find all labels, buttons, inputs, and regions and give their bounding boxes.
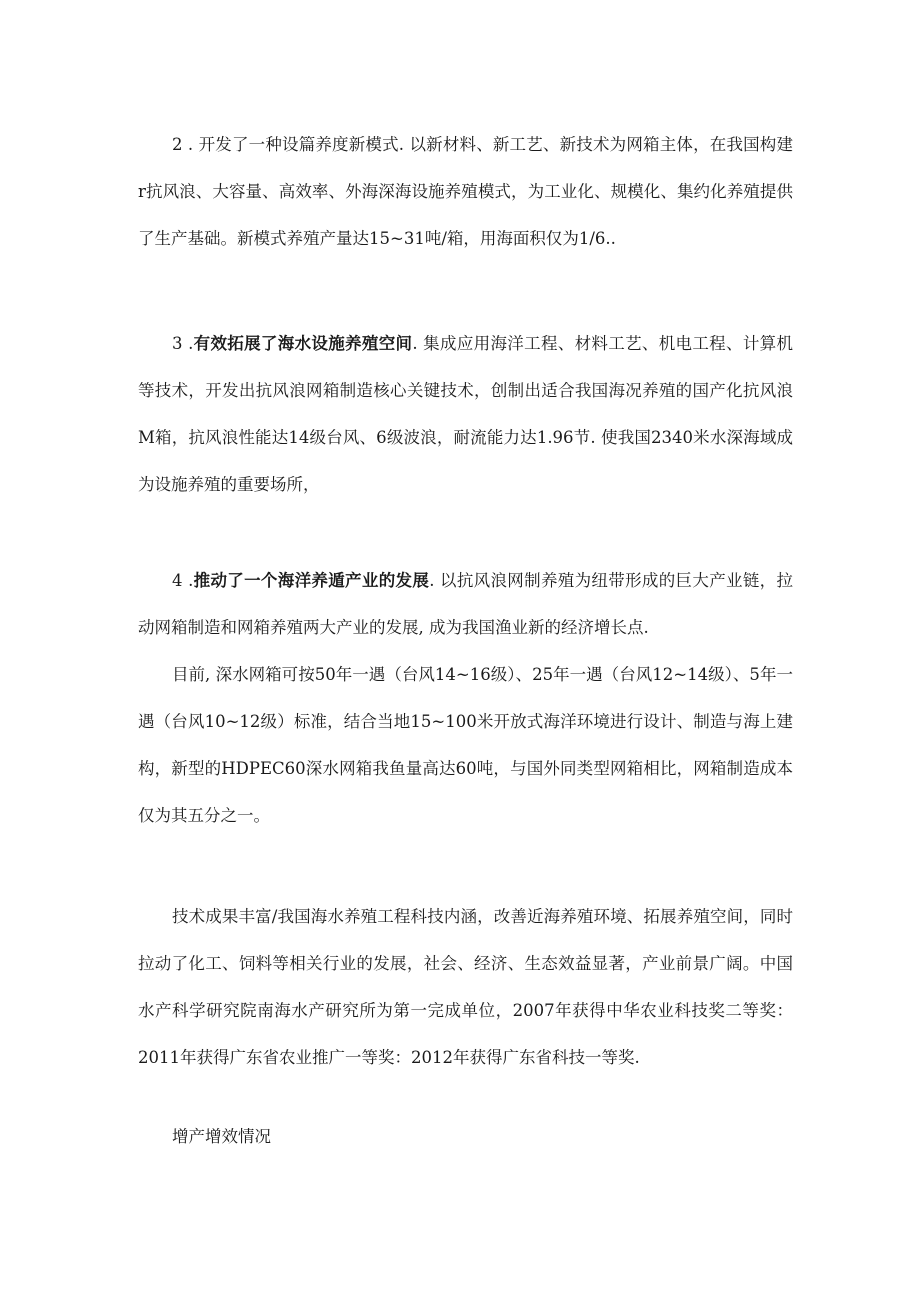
- paragraph-3-heading: 有效拓展了海水设施养殖空间: [193, 334, 413, 353]
- section-heading-text: 增产增效情况: [172, 1127, 271, 1146]
- paragraph-4-body: . 以抗风浪网制养殖为纽带形成的巨大产业链，拉动网箱制造和网箱养殖两大产业的发展, 成为我国渔业新的经济增长点.: [138, 571, 793, 637]
- paragraph-2-new-mode: [138, 121, 793, 262]
- paragraph-4-number: 4 .: [172, 571, 194, 590]
- section-heading-yield-benefits: [172, 1113, 827, 1160]
- paragraph-4-heading: 推动了一个海洋养遁产业的发展: [193, 571, 430, 590]
- paragraph-6-achievements: [138, 893, 793, 1081]
- paragraph-4-industry: [138, 557, 793, 651]
- paragraph-2-text: 2 . 开发了一种设篇养度新模式. 以新材料、新工艺、新技术为网箱主体，在我国构建r抗风浪、大容量、高效率、外海深海设施养殖模式，为工业化、规模化、集约化养殖提供了生产基础。新模式养殖产量达15~31吨/箱，用海面积仅为1/6..: [138, 135, 793, 248]
- paragraph-6-text: 技术成果丰富/我国海水养殖工程科技内涵，改善近海养殖环境、拓展养殖空间，同时拉动了化工、饲料等相关行业的发展，社会、经济、生态效益显著，产业前景广阔。中国水产科学研究院南海水产研究所为第一完成单位，2007年获得中华农业科技奖二等奖：2011年获得广东省农业推广一等奖：2012年获得广东省科技一等奖.: [138, 907, 793, 1067]
- paragraph-3-body: . 集成应用海洋工程、材料工艺、机电工程、计算机等技术，开发出抗风浪网箱制造核心关键技术，创制出适合我国海况养殖的国产化抗风浪M箱，抗风浪性能达14级台风、6级波浪，耐流能力达1.96节. 使我国2340米水深海域成为设施养殖的重要场所，: [138, 334, 793, 494]
- paragraph-5-text: 目前, 深水网箱可按50年一遇（台风14~16级）、25年一遇（台风12~14级）、5年一遇（台风10~12级）标准，结合当地15~100米开放式海洋环境进行设计、制造与海上建构，新型的HDPEC60深水网箱我鱼量高达60吨，与国外同类型网箱相比，网箱制造成本仅为其五分之一。: [138, 665, 793, 825]
- paragraph-3-number: 3 .: [172, 334, 194, 353]
- paragraph-3-expand-space: [138, 320, 793, 508]
- paragraph-5-current-standard: [138, 651, 793, 839]
